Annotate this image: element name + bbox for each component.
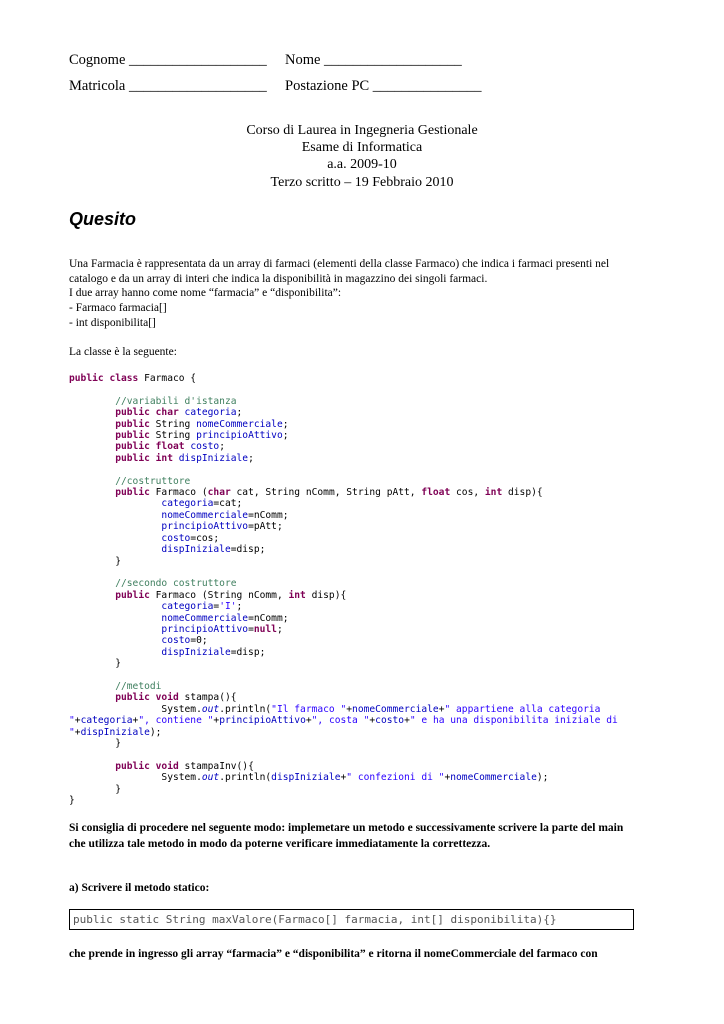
exam-date: Terzo scritto – 19 Febbraio 2010 [270,175,454,190]
intro-line: Una Farmacia è rappresentata da un array di farmaci (elementi della classe Farmaco) che indica i farmaci presenti nel [69,258,610,270]
advice-line: che utilizza tale metodo in modo da poterne verificare immediatamente la correttezza. [69,838,491,850]
task-description: che prende in ingresso gli array “farmacia” e “disponibilita” e ritorna il nomeCommerciale del farmaco con [69,948,598,960]
code-listing: public class Farmaco { //variabili d'istanza public char categoria; public String nomeCommerciale; public String principioAttivo; public float costo; public int dispIniziale; //costruttore public Farmaco (char cat, String nComm, String pAtt, float cos, int disp){ categoria=cat; nomeCommerciale=nComm; principioAttivo=pAtt; costo=cos; dispIniziale=disp; } //secondo costruttore public Farmaco (String nComm, int disp){ categoria='I'; nomeCommerciale=nComm; principioAttivo=null; costo=0; dispIniziale=disp; } //metodi public void stampa(){ System.out.println("Il farmaco "+nomeCommerciale+" appartiene alla categoria "+categoria+", contiene "+principioAttivo+", costa "+costo+" e ha una disponibilita iniziale di "+dispIniziale); } public void stampaInv(){ System.out.println(dispIniziale+" confezioni di "+nomeCommerciale); } } [69,373,618,807]
intro-line: - int disponibilita[] [69,317,156,329]
matricola-field: Matricola ___________________ [69,78,267,94]
method-signature-box: public static String maxValore(Farmaco[] farmacia, int[] disponibilita){} [69,909,634,930]
class-intro: La classe è la seguente: [69,346,177,358]
intro-line: - Farmaco farmacia[] [69,302,167,314]
task-a-title: a) Scrivere il metodo statico: [69,882,210,894]
academic-year: a.a. 2009-10 [327,157,397,172]
nome-field: Nome ___________________ [285,52,462,68]
cognome-field: Cognome ___________________ [69,52,267,68]
course-title: Corso di Laurea in Ingegneria Gestionale [246,123,478,138]
section-heading: Quesito [69,209,137,229]
postazione-field: Postazione PC _______________ [285,78,482,94]
intro-line: I due array hanno come nome “farmacia” e “disponibilita”: [69,287,342,299]
intro-line: catalogo e da un array di interi che indica la disponibilità in magazzino dei singoli farmaci. [69,273,488,285]
exam-title: Esame di Informatica [301,140,423,155]
advice-line: Si consiglia di procedere nel seguente modo: implemetare un metodo e successivamente scrivere la parte del main [69,822,624,834]
